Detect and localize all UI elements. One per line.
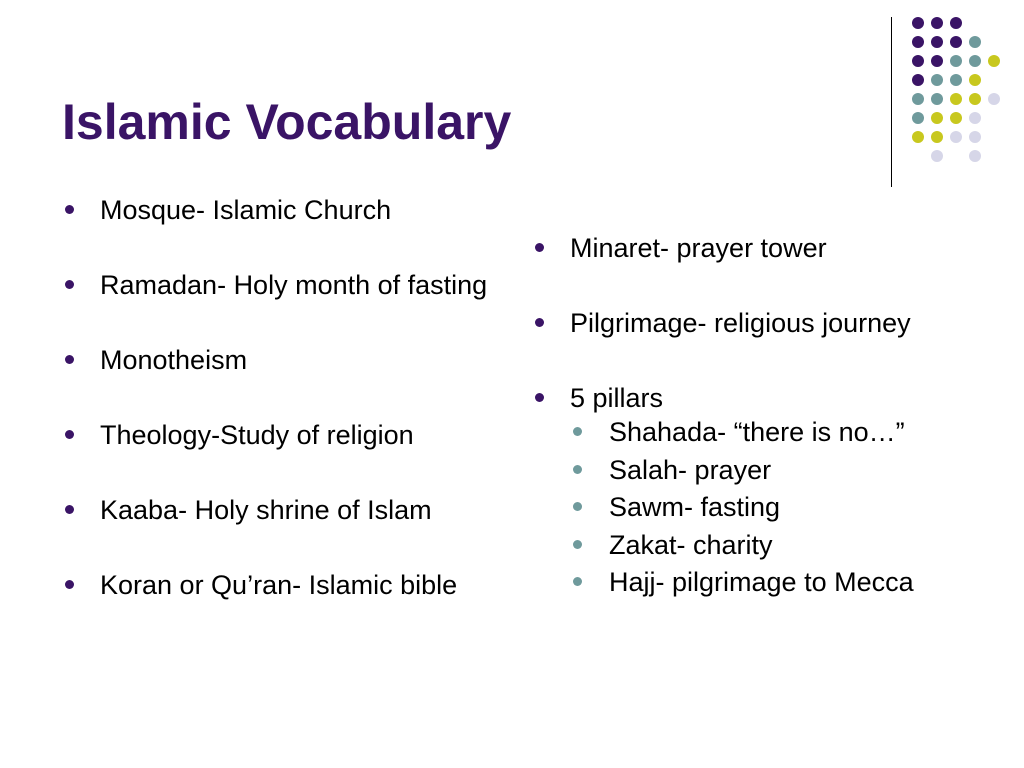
bullet-item	[532, 233, 1002, 263]
bullet-text: Pilgrimage- religious journey	[570, 308, 911, 338]
bullet-text: Koran or Qu’ran- Islamic bible	[100, 570, 458, 600]
bullet-text: Minaret- prayer tower	[570, 233, 827, 263]
sub-bullet-dot-icon	[573, 502, 582, 511]
bullet-item	[62, 195, 502, 225]
decorative-dot	[912, 131, 924, 143]
sub-bullet-dot-icon	[573, 577, 582, 586]
bullet-item	[62, 420, 502, 450]
bullet-dot-icon	[535, 318, 544, 327]
bullet-dot-icon	[65, 355, 74, 364]
left-bullet-list	[62, 195, 502, 645]
decorative-dot	[931, 55, 943, 67]
decorative-dot	[950, 93, 962, 105]
decorative-dot	[969, 150, 981, 162]
decorative-dot	[912, 17, 924, 29]
decorative-dot	[950, 131, 962, 143]
sub-bullet-list	[570, 417, 1002, 597]
right-bullet-list	[532, 233, 1002, 605]
bullet-dot-icon	[535, 243, 544, 252]
bullet-dot-icon	[65, 580, 74, 589]
bullet-item	[62, 345, 502, 375]
decorative-dot	[931, 93, 943, 105]
sub-bullet-dot-icon	[573, 427, 582, 436]
sub-bullet-dot-icon	[573, 465, 582, 474]
sub-bullet-item	[570, 567, 1002, 597]
decorative-dot	[969, 55, 981, 67]
decorative-dot-grid	[912, 17, 1004, 162]
sub-bullet-text: Sawm- fasting	[609, 492, 781, 522]
bullet-dot-icon	[65, 505, 74, 514]
decorative-dot	[969, 112, 981, 124]
sub-bullet-dot-icon	[573, 540, 582, 549]
decorative-dot	[912, 93, 924, 105]
decorative-dot	[912, 55, 924, 67]
decorative-dot	[950, 112, 962, 124]
bullet-item	[62, 495, 502, 525]
decorative-dot	[950, 74, 962, 86]
decorative-dot	[912, 36, 924, 48]
sub-bullet-text: Salah- prayer	[609, 454, 772, 485]
sub-bullet-item	[570, 417, 1002, 447]
sub-bullet-item	[570, 492, 1002, 522]
title-divider-line	[891, 17, 892, 187]
bullet-text: Kaaba- Holy shrine of Islam	[100, 495, 432, 525]
sub-bullet-text: Shahada- “there is no…”	[609, 417, 905, 447]
bullet-item	[62, 570, 502, 600]
decorative-dot	[988, 93, 1000, 105]
bullet-text: Mosque- Islamic Church	[100, 195, 392, 225]
decorative-dot	[931, 131, 943, 143]
decorative-dot	[988, 55, 1000, 67]
bullet-text: Monotheism	[100, 345, 248, 375]
bullet-item	[532, 383, 1002, 597]
decorative-dot	[931, 150, 943, 162]
bullet-item	[532, 308, 1002, 338]
sub-bullet-item	[570, 455, 1002, 485]
decorative-dot	[950, 36, 962, 48]
bullet-text: Theology-Study of religion	[100, 420, 414, 450]
sub-bullet-text: Hajj- pilgrimage to Mecca	[609, 567, 914, 597]
decorative-dot	[969, 93, 981, 105]
decorative-dot	[950, 17, 962, 29]
sub-bullet-item	[570, 530, 1002, 560]
decorative-dot	[912, 112, 924, 124]
decorative-dot	[931, 74, 943, 86]
decorative-dot	[969, 74, 981, 86]
bullet-text: Ramadan- Holy month of fasting	[100, 270, 488, 300]
decorative-dot	[931, 112, 943, 124]
slide-title: Islamic Vocabulary	[62, 94, 512, 150]
bullet-dot-icon	[65, 280, 74, 289]
bullet-item	[62, 270, 502, 300]
decorative-dot	[912, 74, 924, 86]
sub-bullet-text: Zakat- charity	[609, 529, 773, 560]
bullet-dot-icon	[65, 205, 74, 214]
decorative-dot	[931, 17, 943, 29]
decorative-dot	[931, 36, 943, 48]
bullet-text: 5 pillars	[570, 383, 664, 413]
decorative-dot	[950, 55, 962, 67]
bullet-dot-icon	[535, 393, 544, 402]
bullet-dot-icon	[65, 430, 74, 439]
decorative-dot	[969, 36, 981, 48]
decorative-dot	[969, 131, 981, 143]
